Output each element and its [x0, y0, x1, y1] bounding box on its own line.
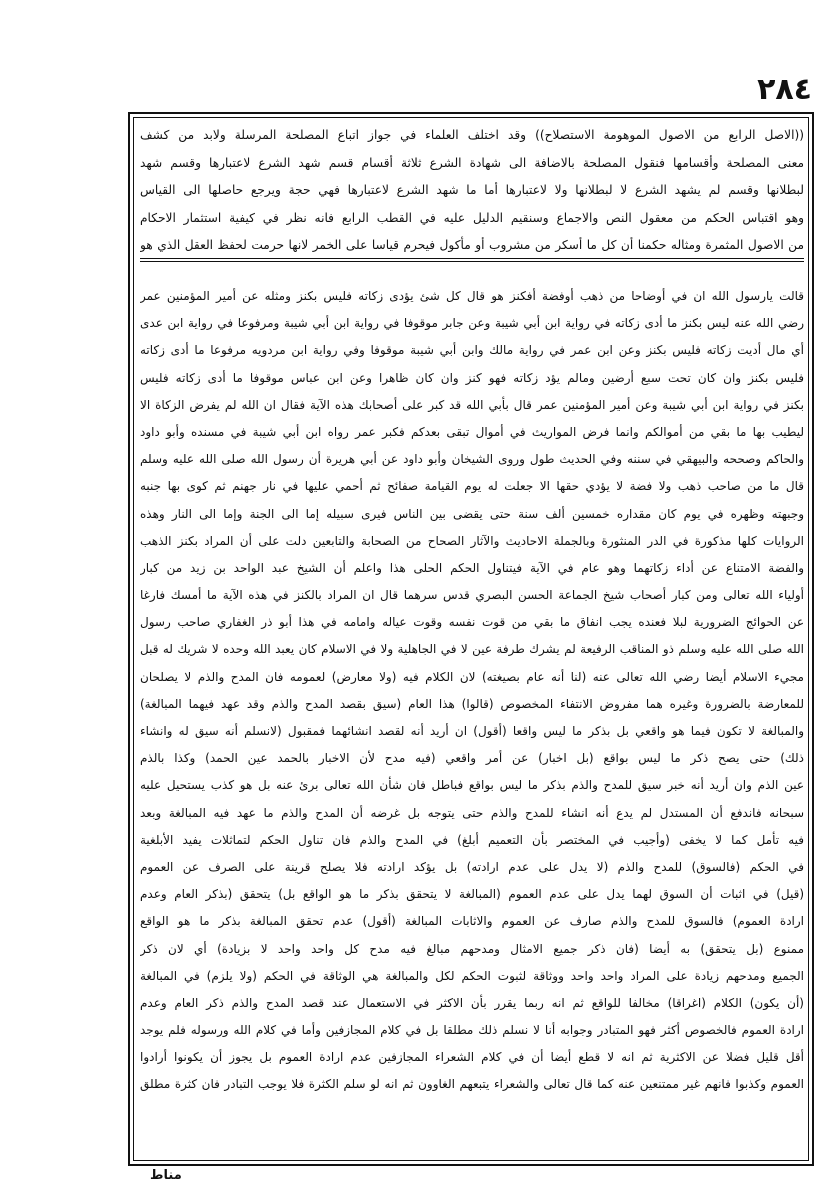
text-line: قالت يارسول الله ان في أوضاحا من ذهب أوفضة أفكنز هو قال كل شئ يؤدى زكاته فليس بكنز ومثله عن أمير المؤمنين عمر	[140, 289, 804, 303]
text-line: ((الاصل الرابع من الاصول الموهومة الاستصلاح)) وقد اختلف العلماء في جواز اتباع المصلحة المرسلة ولابد من كشف	[140, 128, 804, 142]
text-line: لبطلانها وقسم لم يشهد الشرع لا لبطلانها ولا لاعتبارها أما ما شهد الشرع لاعتبارها فهي حجة ويرجع حاصلها الى القياس	[140, 183, 804, 197]
text-line: فليس بكنز وان كان تحت سبع أرضين ومالم يؤد زكاته فهو كنز وان كان ظاهرا وعن ابن عباس موقوفا ما أدى زكاته فليس	[140, 370, 804, 385]
text-line: مجيء الاسلام أيضا رضي الله تعالى عنه (لنا أنه عام بصيغته) لان الكلام فيه (ولا معارض) لعمومه فان المدح والذم لا يصلحان	[140, 669, 804, 684]
text-line: للمعارضة بالضرورة وغيره هما مفروض الانتفاء المخصوص (قالوا) هذا العام (سيق بقصد المدح والذم وقد عهد فيهما المبالغة)	[140, 696, 804, 711]
text-line: (قيل) في اثبات أن السوق لهما يدل على عدم العموم (المبالغة لا يتحقق بذكر ما هو الواقع بل) يتحقق (بذكر العام وعدم	[140, 887, 804, 902]
text-line: الجميع ومدحهم زيادة على المراد واحد واحد ووثاقة لثبوت الحكم لكل والمبالغة هي الوثاقة في الحكم (ولا يلزم) في المبالغة	[140, 968, 804, 983]
text-line: قال ما من صاحب ذهب ولا فضة لا يؤدي حقها الا جعلت له يوم القيامة صفائح ثم أحمي عليها في نار جهنم ثم كوى بها جنبه	[140, 479, 804, 494]
text-line: ليطيب بها ما بقي من أموالكم وانما فرض المواريث في أموال تبقى بعدكم فكبر عمر رواه ابن أبي شيبة في مسنده وأبو داود	[140, 424, 804, 439]
text-line: بكنز في رواية ابن أبي شيبة وعن أمير المؤمنين عمر قال بأبي الله قد كبر على أصحابك هذه الآية فقال ان الله لم يفرض الزكاة الا	[140, 397, 804, 412]
text-line: ممنوع (بل يتحقق) به أيضا (فان ذكر جميع الامثال ومدحهم مبالغ فيه مدح كل واحد واحد لا بزيادة) أي لان ذكر	[140, 941, 804, 956]
commentary-text-block	[140, 283, 804, 1099]
text-line: أي مال أديت زكاته فليس بكنز وعن ابن عمر في رواية مالك وابن أبي شيبة موقوفا وفي رواية ابن مردويه مرفوعا ما أدى زكاته	[140, 343, 804, 358]
text-line: والفضة الامتناع عن أداء زكاتهما وهو عام في الآية فيتناول الحكم الحلى هذا واعلم أن الشيخ عبد الواحد بن زيد من كبار	[140, 560, 804, 575]
text-line: ارادة العموم فالخصوص أكثر فهو المتبادر وجوابه أنا لا نسلم ذلك مطلقا بل في كلام المجازفين وأما في كلام الله ورسوله فلم يوجد	[140, 1023, 804, 1038]
text-line: وهو اقتباس الحكم من معقول النص والاجماع وسنقيم الدليل عليه في القطب الرابع فانه نظر في كيفية استثمار الاحكام	[140, 210, 804, 225]
text-line: سبحانه فاندفع أن المستدل لم يدع أنه انشاء للمدح والذم حتى يتوجه بل غرضه أن المدح والذم ما عهد فيه المبالغة وبعد	[140, 805, 804, 820]
section-divider	[140, 261, 804, 262]
text-line: ارادة العموم) فالسوق للمدح والذم صارف عن العموم والاثابات المبالغة (أقول) عدم تحقق المبالغة بذكر ما هو الواقع	[140, 914, 804, 929]
text-line: (أن يكون) الكلام (اغراقا) مخالفا للواقع ثم انه ربما يقرر بأن الاكثر في الاستعمال عند قصد المدح والذم ذكر العام وعدم	[140, 995, 804, 1010]
text-line: معنى المصلحة وأقسامها فنقول المصلحة بالاضافة الى شهادة الشرع ثلاثة أقسام قسم شهد الشرع لاعتبارها وقسم شهد	[140, 155, 804, 170]
text-line: والمبالغة لا تكون فيما هو واقعي بل بذكر ما ليس واقعا (أقول) ان أريد أنه لقصد انشائهما فمقبول (لانسلم أنه سيق له وانشاء	[140, 724, 804, 738]
text-line: من الاصول المثمرة ومثاله حكمنا أن كل ما أسكر من مشروب أو مأكول فيحرم قياسا على الخمر لانها حرمت لحفظ العقل الذي هو	[140, 238, 804, 252]
catchword: مناط	[150, 1168, 182, 1183]
text-line: رضي الله عنه ليس بكنز ما أدى زكاته في رواية ابن أبي شيبة وعن جابر موقوفا في رواية ابن أبي شيبة ومرفوعا في رواية ابن عدى	[140, 316, 804, 331]
text-line: الروايات كلها مذكورة في الدر المنثورة وبالجملة الاحاديث والآثار الصحاح من الصحابة والتابعين دلت على أن المراد بكنز الذهب	[140, 533, 804, 548]
text-line: عن الحوائج الضرورية لبلا فعنده يجب انفاق ما بقي من قوت نفسه وقوت عياله وامامه في هذا أبو ذر الغفاري صاحب رسول	[140, 615, 804, 630]
text-line: الله صلى الله عليه وسلم ذو المناقب الرفيعة لم يشرك طرفة عين لا في الجاهلية ولا في الاسلام كان يعبد الله وحده لا شريك له قبل	[140, 642, 804, 657]
text-line: فيه تأمل كما لا يخفى (وأجيب في المختصر بأن التعميم أبلغ) في المدح والذم فان تناول الحكم لتماثلات يفيد الأبلغية	[140, 832, 804, 847]
text-line: ذلك) حتى يصح ذكر ما ليس بواقع (بل اخبار) عن أمر واقعي (فيه مدح لأن الاخبار بالحمد عين الحمد) وكذا بالذم	[140, 751, 804, 766]
text-line: في الحكم (فالسوق) للمدح والذم (لا يدل على عدم ارادته) بل يؤكد ارادته فلا يصلح قرينة على الصرف عن العموم	[140, 859, 804, 874]
text-line: أقل قليل فضلا عن الاكثرية ثم انه لا قطع أيضا أن في كلام الشعراء المجازفين عدم ارادة العموم بل يجوز أن يكونوا أرادوا	[140, 1050, 804, 1065]
section-divider	[140, 258, 804, 259]
text-line: أولياء الله تعالى ومن كبار أصحاب شيخ الجماعة الحسن البصري قدس سرهما قال ان المراد بالكنز في هذه الآية ما أمسك فارغا	[140, 588, 804, 603]
text-line: وجبهته وظهره في يوم كان مقداره خمسين ألف سنة حتى يقضى بين الناس فيرى سبيله إما الى الجنة وإما الى النار وهذه	[140, 506, 804, 521]
main-text-block	[140, 122, 804, 260]
text-line: العموم وكذبوا فانهم غير ممتنعين عنه كما قال تعالى والشعراء يتبعهم الغاوون ثم انه لو سلم الكثرة فلا يوجب التبادر فان كثرة مطلق	[140, 1077, 804, 1092]
text-line: والحاكم وصححه والبيهقي في سننه وفي الحديث طول وروى الشيخان وأبو داود عن أبي هريرة أن رسول الله صلى الله عليه وسلم	[140, 452, 804, 467]
page-number: ٢٨٤	[757, 72, 812, 107]
text-line: عين الذم وان أريد أنه خبر سيق للمدح والذم بذكر ما ليس بواقع فباطل فان شأن الله تعالى برئ عنه بل هو كذب يستحيل عليه	[140, 778, 804, 793]
